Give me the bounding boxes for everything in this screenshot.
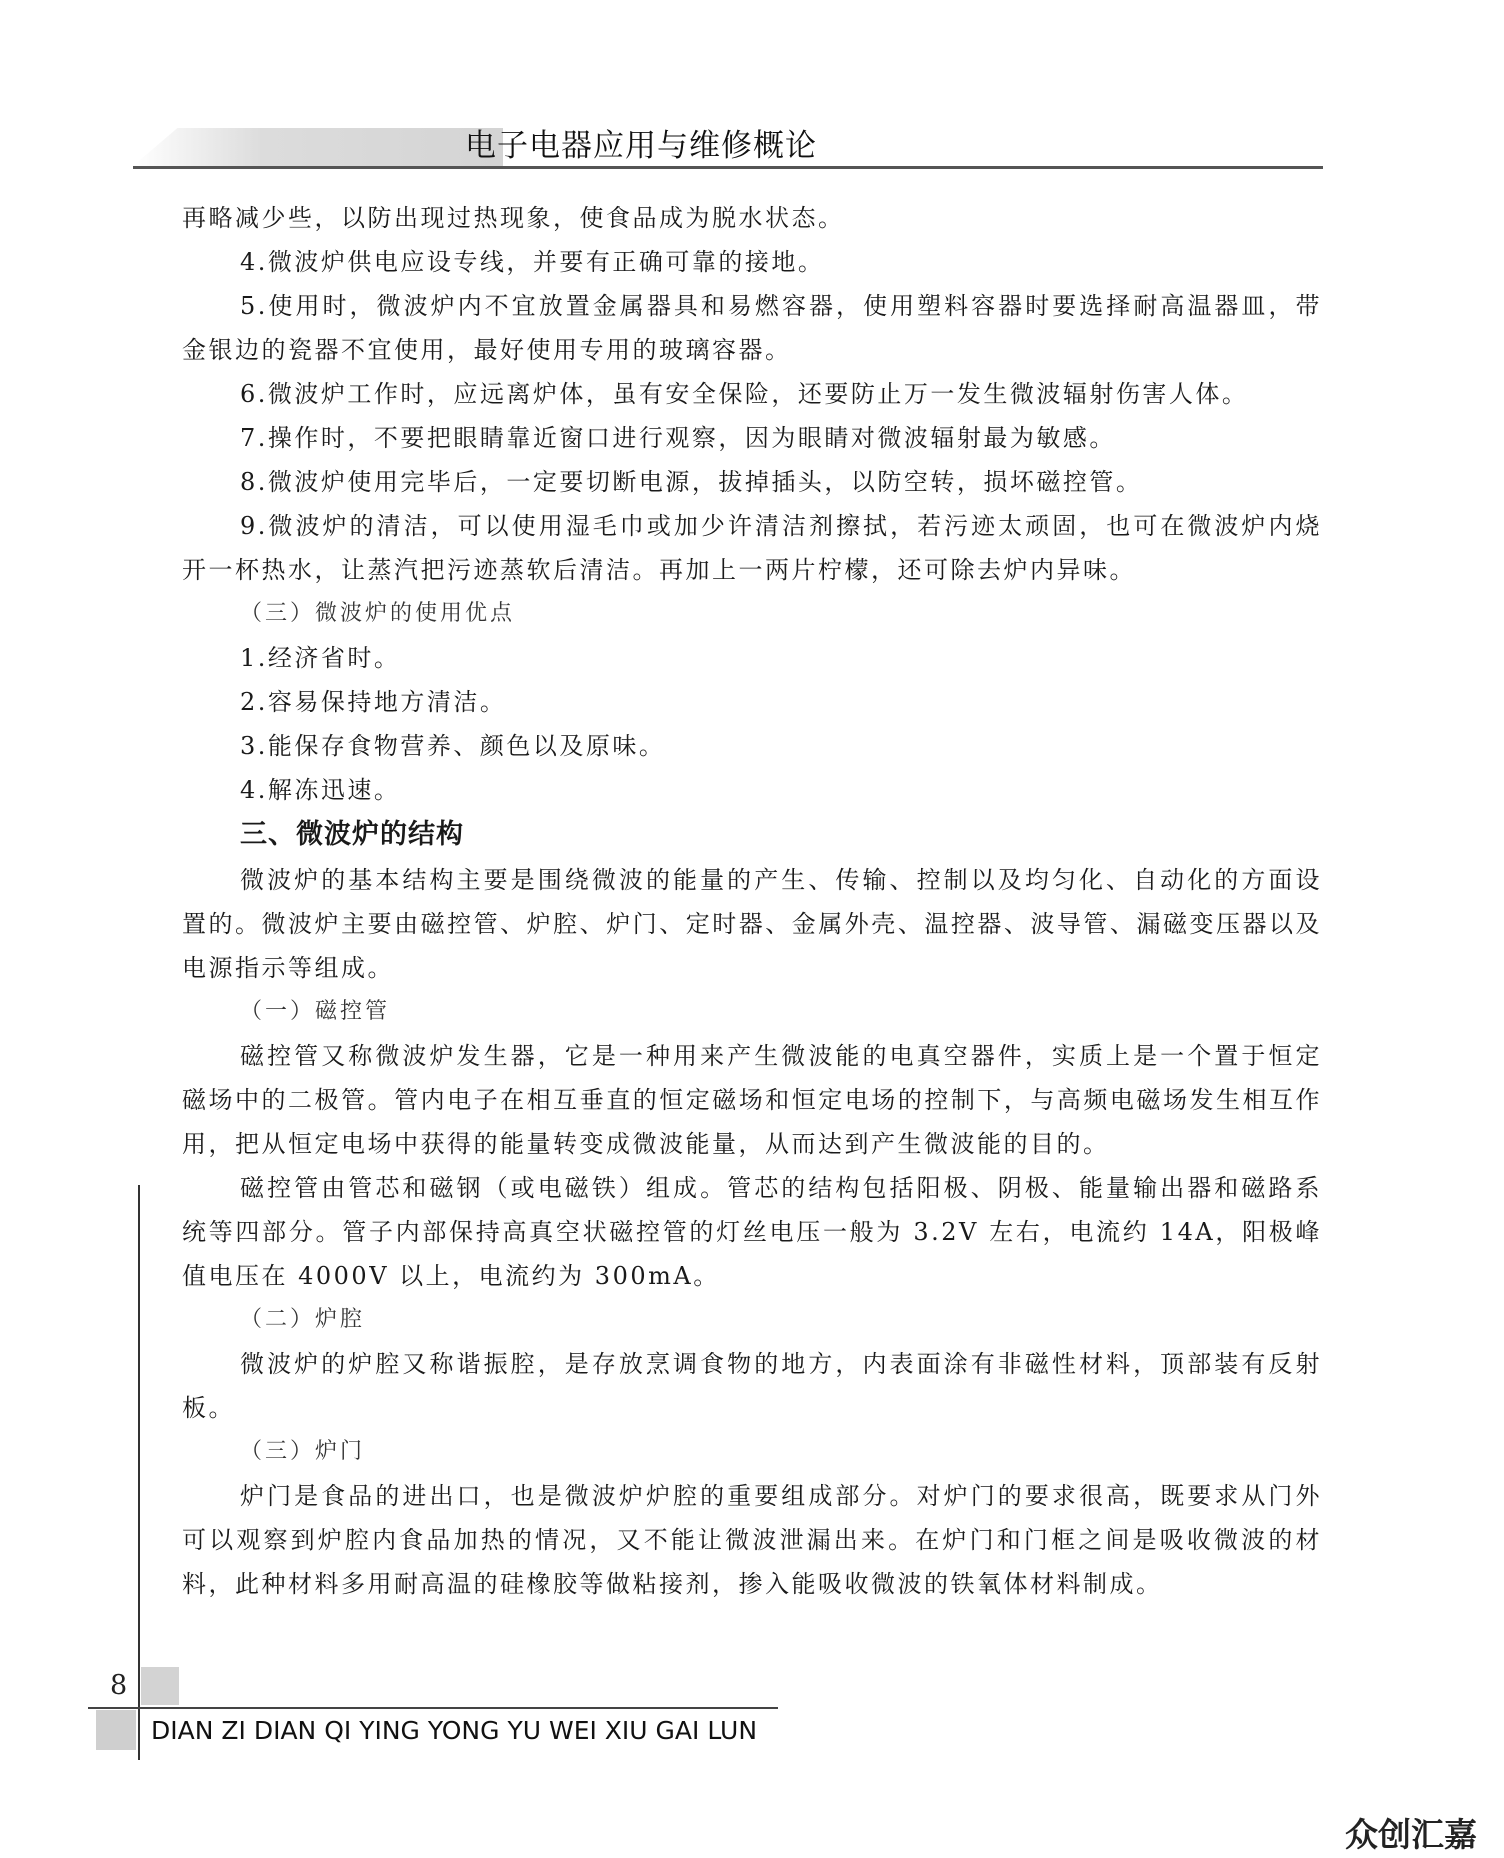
paragraph: 磁控管又称微波炉发生器，它是一种用来产生微波能的电真空器件，实质上是一个置于恒定磁场中的二极管。管内电子在相互垂直的恒定磁场和恒定电场的控制下，与高频电磁场发生相互作用，把从恒定电场中获得的能量转变成微波能量，从而达到产生微波能的目的。 [182,1042,1322,1158]
footer-pinyin-title: DIAN ZI DIAN QI YING YONG YU WEI XIU GAI LUN [151,1716,758,1745]
subsection-heading: （一）磁控管 [240,999,391,1024]
header-rule [133,166,1323,169]
paragraph: 微波炉的炉腔又称谐振腔，是存放烹调食物的地方，内表面涂有非磁性材料，顶部装有反射板。 [182,1350,1322,1422]
page-body [182,196,1322,1606]
section-heading: 三、微波炉的结构 [240,819,464,850]
page-number: 8 [110,1670,128,1701]
watermark: 众创汇嘉 [1345,1815,1477,1854]
list-item: 3.能保存食物营养、颜色以及原味。 [240,732,666,760]
header-decoration [133,128,503,166]
list-item: 2.容易保持地方清洁。 [240,688,507,716]
subsection-heading: （三）微波炉的使用优点 [240,601,516,626]
footer-decoration-square [141,1667,179,1705]
list-item: 8.微波炉使用完毕后，一定要切断电源，拔掉插头，以防空转，损坏磁控管。 [240,468,1143,496]
margin-rule [138,1185,140,1760]
paragraph-continued: 再略减少些，以防出现过热现象，使食品成为脱水状态。 [182,204,845,232]
list-item: 1.经济省时。 [240,644,401,672]
footer-decoration-box [96,1710,136,1750]
list-item: 4.解冻迅速。 [240,776,401,804]
subsection-heading: （二）炉腔 [240,1307,366,1332]
running-header-title: 电子电器应用与维修概论 [465,128,817,164]
list-item: 4.微波炉供电应设专线，并要有正确可靠的接地。 [240,248,825,276]
paragraph: 磁控管由管芯和磁钢（或电磁铁）组成。管芯的结构包括阳极、阴极、能量输出器和磁路系统等四部分。管子内部保持高真空状磁控管的灯丝电压一般为 3.2V 左右，电流约 14A，阳极峰值电压在 4000V 以上，电流约为 300mA。 [182,1174,1322,1290]
list-item: 9.微波炉的清洁，可以使用湿毛巾或加少许清洁剂擦拭，若污迹太顽固，也可在微波炉内烧开一杯热水，让蒸汽把污迹蒸软后清洁。再加上一两片柠檬，还可除去炉内异味。 [182,512,1322,584]
paragraph: 微波炉的基本结构主要是围绕微波的能量的产生、传输、控制以及均匀化、自动化的方面设置的。微波炉主要由磁控管、炉腔、炉门、定时器、金属外壳、温控器、波导管、漏磁变压器以及电源指示等组成。 [182,866,1322,982]
footer-rule [88,1707,778,1709]
list-item: 7.操作时，不要把眼睛靠近窗口进行观察，因为眼睛对微波辐射最为敏感。 [240,424,1116,452]
paragraph: 炉门是食品的进出口，也是微波炉炉腔的重要组成部分。对炉门的要求很高，既要求从门外可以观察到炉腔内食品加热的情况，又不能让微波泄漏出来。在炉门和门框之间是吸收微波的材料，此种材料多用耐高温的硅橡胶等做粘接剂，掺入能吸收微波的铁氧体材料制成。 [182,1482,1322,1598]
list-item: 5.使用时，微波炉内不宜放置金属器具和易燃容器，使用塑料容器时要选择耐高温器皿，带金银边的瓷器不宜使用，最好使用专用的玻璃容器。 [182,292,1322,364]
subsection-heading: （三）炉门 [240,1439,366,1464]
list-item: 6.微波炉工作时，应远离炉体，虽有安全保险，还要防止万一发生微波辐射伤害人体。 [240,380,1249,408]
